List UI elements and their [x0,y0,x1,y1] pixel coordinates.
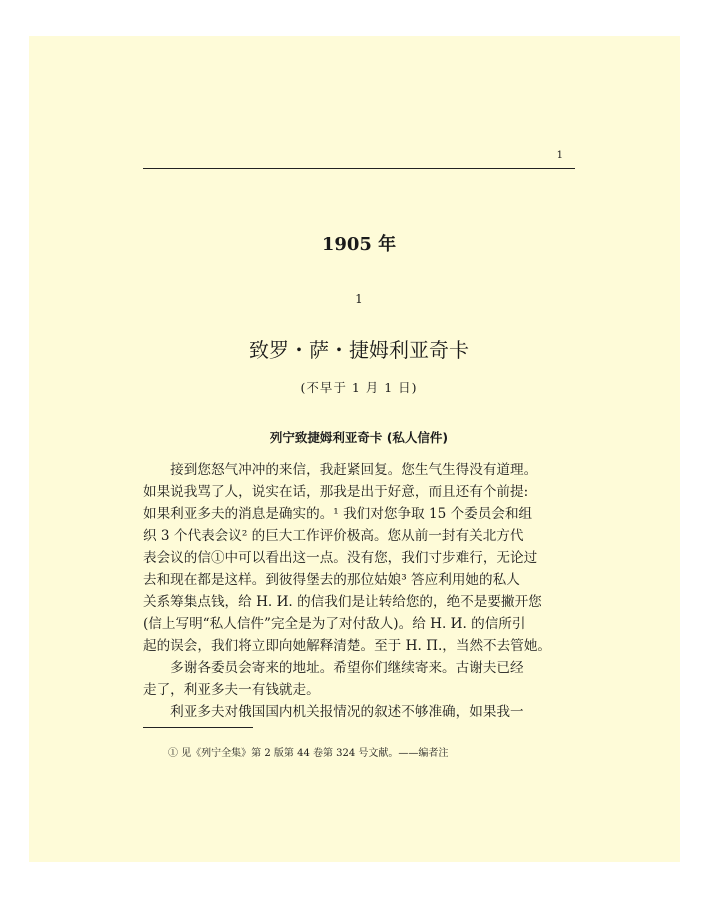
body-line: 如果说我骂了人，说实在话，那我是出于好意，而且还有个前提: [143,484,529,500]
year-heading: 1905 年 [321,234,397,255]
body-line: 表会议的信①中可以看出这一点。没有您，我们寸步难行，无论过 [143,550,538,566]
body-line: 织 3 个代表会议² 的巨大工作评价极高。您从前一封有关北方代 [143,528,524,544]
body-line: 如果利亚多夫的消息是确实的。¹ 我们对您争取 15 个委员会和组 [143,506,533,522]
letter-body [143,459,575,723]
body-line: 起的误会，我们将立即向她解释清楚。至于 H. П.，当然不去管她。 [143,638,552,654]
letter-number: 1 [355,292,363,306]
footnote-rule [143,727,253,728]
body-line: 利亚多夫对俄国国内机关报情况的叙述不够准确，如果我一 [143,704,524,720]
page-number: 1 [556,150,563,161]
body-line: 去和现在都是这样。到彼得堡去的那位姑娘³ 答应利用她的私人 [143,572,520,588]
letter-title: 致罗・萨・捷姆利亚奇卡 [249,338,469,362]
body-line: 接到您怒气冲冲的来信，我赶紧回复。您生气生得没有道理。 [143,462,538,478]
header-rule [143,168,575,169]
letter-date: (不早于 1 月 1 日) [300,380,418,395]
body-line: 走了，利亚多夫一有钱就走。 [143,682,320,698]
letter-subheading: 列宁致捷姆利亚奇卡 (私人信件) [269,430,449,445]
body-line: 关系筹集点钱，给 H. И. 的信我们是让转给您的，绝不是要撇开您 [143,594,542,610]
body-line: (信上写明“私人信件”完全是为了对付敌人)。给 H. И. 的信所引 [143,616,526,632]
body-line: 多谢各委员会寄来的地址。希望你们继续寄来。古谢夫已经 [143,660,524,676]
footnote: ① 见《列宁全集》第 2 版第 44 卷第 324 号文献。——编者注 [168,748,449,759]
